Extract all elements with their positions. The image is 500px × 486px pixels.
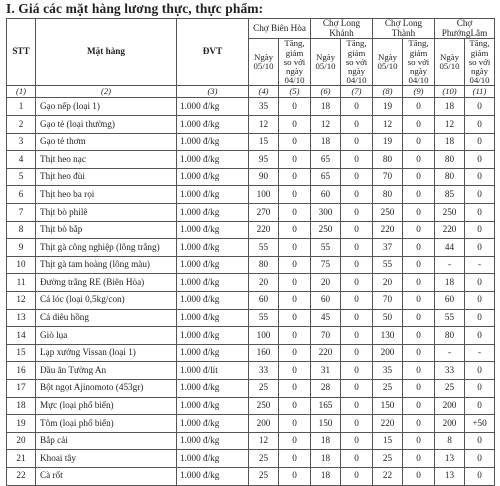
row-stt: 18 xyxy=(7,397,36,415)
price-phuong-lam: 18 xyxy=(435,274,465,292)
change-bien-hoa: 0 xyxy=(279,309,311,327)
price-phuong-lam: 250 xyxy=(435,204,465,222)
change-long-khanh: 0 xyxy=(341,256,373,274)
table-row xyxy=(7,151,495,169)
change-long-thanh: 0 xyxy=(403,274,435,292)
change-long-khanh: 0 xyxy=(341,379,373,397)
header-change: Tăng, giảm so với ngày 04/10 xyxy=(341,39,373,86)
change-long-thanh: 0 xyxy=(403,292,435,310)
row-unit: 1.000 đ/kg xyxy=(177,116,249,134)
change-bien-hoa: 0 xyxy=(279,239,311,257)
change-phuong-lam: 0 xyxy=(465,327,495,345)
price-long-thanh: 25 xyxy=(373,379,403,397)
change-phuong-lam: 0 xyxy=(465,186,495,204)
price-phuong-lam: 220 xyxy=(435,221,465,239)
row-item-name: Gạo tẻ (loại thường) xyxy=(36,116,177,134)
section-title: I. Giá các mặt hàng lương thực, thực phẩm: xyxy=(6,1,264,16)
price-long-thanh: 80 xyxy=(373,186,403,204)
change-bien-hoa: 0 xyxy=(279,362,311,380)
price-phuong-lam: 12 xyxy=(435,116,465,134)
price-long-thanh: 80 xyxy=(373,151,403,169)
change-long-khanh: 0 xyxy=(341,239,373,257)
table-row xyxy=(7,221,495,239)
row-item-name: Cá diêu hồng xyxy=(36,309,177,327)
header-market-phuong-lam: Chợ PhướngLâm xyxy=(435,19,495,39)
change-bien-hoa: 0 xyxy=(279,256,311,274)
col-index: (9) xyxy=(403,86,435,98)
price-long-thanh: 200 xyxy=(373,344,403,362)
price-bien-hoa: 220 xyxy=(249,221,279,239)
header-day: Ngày 05/10 xyxy=(373,39,403,86)
row-stt: 21 xyxy=(7,450,36,468)
row-item-name: Khoai tây xyxy=(36,450,177,468)
table-row xyxy=(7,415,495,433)
header-change: Tăng, giảm so với ngày 04/10 xyxy=(403,39,435,86)
price-long-khanh: 55 xyxy=(311,239,341,257)
table-row xyxy=(7,362,495,380)
price-bien-hoa: 15 xyxy=(249,133,279,151)
header-change: Tăng, giảm so với ngày 04/10 xyxy=(465,39,495,86)
price-long-khanh: 150 xyxy=(311,415,341,433)
row-unit: 1.000 đ/kg xyxy=(177,432,249,450)
price-phuong-lam: 80 xyxy=(435,151,465,169)
price-phuong-lam: 80 xyxy=(435,168,465,186)
change-long-khanh: 0 xyxy=(341,274,373,292)
change-bien-hoa: 0 xyxy=(279,151,311,169)
change-phuong-lam: +50 xyxy=(465,415,495,433)
row-stt: 7 xyxy=(7,204,36,222)
header-item: Mặt hàng xyxy=(36,19,177,86)
change-bien-hoa: 0 xyxy=(279,98,311,116)
change-long-thanh: 0 xyxy=(403,98,435,116)
table-row xyxy=(7,344,495,362)
table-row xyxy=(7,98,495,116)
row-unit: 1.000 đ/kg xyxy=(177,98,249,116)
column-index-row xyxy=(7,86,495,98)
row-unit: 1.000 đ/kg xyxy=(177,256,249,274)
row-unit: 1.000 đ/kg xyxy=(177,292,249,310)
change-long-thanh: 0 xyxy=(403,186,435,204)
row-item-name: Thịt bò bắp xyxy=(36,221,177,239)
row-item-name: Mực (loại phổ biến) xyxy=(36,397,177,415)
row-unit: 1.000 đ/kg xyxy=(177,327,249,345)
row-item-name: Bột ngọt Ajinomoto (453gr) xyxy=(36,379,177,397)
price-long-khanh: 18 xyxy=(311,432,341,450)
header-day: Ngày 05/10 xyxy=(435,39,465,86)
change-phuong-lam: 0 xyxy=(465,221,495,239)
change-bien-hoa: 0 xyxy=(279,379,311,397)
table-row xyxy=(7,309,495,327)
change-bien-hoa: 0 xyxy=(279,327,311,345)
price-long-khanh: 45 xyxy=(311,309,341,327)
col-index: (3) xyxy=(177,86,249,98)
price-long-thanh: 250 xyxy=(373,204,403,222)
price-long-thanh: 70 xyxy=(373,168,403,186)
change-phuong-lam: 0 xyxy=(465,362,495,380)
price-long-khanh: 75 xyxy=(311,256,341,274)
table-row xyxy=(7,204,495,222)
price-table xyxy=(6,18,495,486)
table-row xyxy=(7,239,495,257)
change-phuong-lam: 0 xyxy=(465,397,495,415)
price-long-khanh: 60 xyxy=(311,186,341,204)
change-long-khanh: 0 xyxy=(341,450,373,468)
row-unit: 1.000 đ/kg xyxy=(177,168,249,186)
change-long-thanh: 0 xyxy=(403,221,435,239)
table-row xyxy=(7,116,495,134)
change-long-khanh: 0 xyxy=(341,98,373,116)
change-long-thanh: 0 xyxy=(403,450,435,468)
row-stt: 20 xyxy=(7,432,36,450)
price-long-khanh: 65 xyxy=(311,168,341,186)
change-long-khanh: 0 xyxy=(341,415,373,433)
row-unit: 1.000 đ/kg xyxy=(177,274,249,292)
row-item-name: Cá lóc (loại 0,5kg/con) xyxy=(36,292,177,310)
change-phuong-lam: 0 xyxy=(465,151,495,169)
change-long-khanh: 0 xyxy=(341,292,373,310)
row-stt: 4 xyxy=(7,151,36,169)
change-phuong-lam: 0 xyxy=(465,467,495,485)
row-item-name: Thịt heo đùi xyxy=(36,168,177,186)
row-stt: 12 xyxy=(7,292,36,310)
price-phuong-lam: 18 xyxy=(435,133,465,151)
price-phuong-lam: 13 xyxy=(435,467,465,485)
price-bien-hoa: 60 xyxy=(249,292,279,310)
row-stt: 6 xyxy=(7,186,36,204)
row-item-name: Gạo tẻ thơm xyxy=(36,133,177,151)
row-item-name: Giò lụa xyxy=(36,327,177,345)
header-stt: STT xyxy=(7,19,36,86)
change-phuong-lam: 0 xyxy=(465,239,495,257)
price-long-khanh: 12 xyxy=(311,116,341,134)
price-phuong-lam: 200 xyxy=(435,415,465,433)
change-phuong-lam: 0 xyxy=(465,292,495,310)
price-long-thanh: 15 xyxy=(373,432,403,450)
table-row xyxy=(7,327,495,345)
change-long-thanh: 0 xyxy=(403,239,435,257)
change-long-thanh: 0 xyxy=(403,309,435,327)
price-phuong-lam: 8 xyxy=(435,432,465,450)
change-phuong-lam: 0 xyxy=(465,379,495,397)
row-item-name: Thịt gà tam hoàng (lông màu) xyxy=(36,256,177,274)
row-stt: 5 xyxy=(7,168,36,186)
row-item-name: Thịt heo nạc xyxy=(36,151,177,169)
price-phuong-lam: 80 xyxy=(435,327,465,345)
row-unit: 1.000 đ/kg xyxy=(177,221,249,239)
price-bien-hoa: 12 xyxy=(249,432,279,450)
price-long-thanh: 22 xyxy=(373,467,403,485)
change-long-khanh: 0 xyxy=(341,168,373,186)
price-bien-hoa: 25 xyxy=(249,450,279,468)
change-long-khanh: 0 xyxy=(341,397,373,415)
change-phuong-lam: - xyxy=(465,256,495,274)
price-bien-hoa: 55 xyxy=(249,309,279,327)
change-long-thanh: 0 xyxy=(403,204,435,222)
change-bien-hoa: 0 xyxy=(279,397,311,415)
row-stt: 8 xyxy=(7,221,36,239)
row-stt: 14 xyxy=(7,327,36,345)
price-bien-hoa: 20 xyxy=(249,274,279,292)
change-long-thanh: 0 xyxy=(403,256,435,274)
row-stt: 13 xyxy=(7,309,36,327)
col-index: (8) xyxy=(373,86,403,98)
change-long-khanh: 0 xyxy=(341,133,373,151)
price-bien-hoa: 100 xyxy=(249,327,279,345)
header-market-long-khanh: Chợ Long Khánh xyxy=(311,19,373,39)
row-unit: 1.000 đ/kg xyxy=(177,450,249,468)
price-long-thanh: 220 xyxy=(373,415,403,433)
row-item-name: Gạo nếp (loại 1) xyxy=(36,98,177,116)
row-unit: 1.000 đ/kg xyxy=(177,344,249,362)
change-bien-hoa: 0 xyxy=(279,204,311,222)
change-long-thanh: 0 xyxy=(403,467,435,485)
price-bien-hoa: 100 xyxy=(249,186,279,204)
header-change: Tăng, giảm so với ngày 04/10 xyxy=(279,39,311,86)
row-stt: 15 xyxy=(7,344,36,362)
price-bien-hoa: 250 xyxy=(249,397,279,415)
change-bien-hoa: 0 xyxy=(279,450,311,468)
table-row xyxy=(7,379,495,397)
row-stt: 16 xyxy=(7,362,36,380)
table-row xyxy=(7,274,495,292)
price-long-thanh: 20 xyxy=(373,274,403,292)
table-row xyxy=(7,186,495,204)
price-long-thanh: 19 xyxy=(373,133,403,151)
price-long-thanh: 25 xyxy=(373,450,403,468)
price-bien-hoa: 270 xyxy=(249,204,279,222)
change-bien-hoa: 0 xyxy=(279,467,311,485)
row-stt: 1 xyxy=(7,98,36,116)
change-long-thanh: 0 xyxy=(403,397,435,415)
row-item-name: Thịt gà công nghiệp (lông trắng) xyxy=(36,239,177,257)
change-phuong-lam: 0 xyxy=(465,168,495,186)
price-phuong-lam: 85 xyxy=(435,186,465,204)
table-row xyxy=(7,256,495,274)
price-long-thanh: 70 xyxy=(373,292,403,310)
price-long-khanh: 31 xyxy=(311,362,341,380)
change-long-khanh: 0 xyxy=(341,204,373,222)
row-unit: 1.000 đ/kg xyxy=(177,239,249,257)
row-unit: 1.000 đ/lít xyxy=(177,362,249,380)
price-long-thanh: 12 xyxy=(373,116,403,134)
change-long-khanh: 0 xyxy=(341,327,373,345)
change-long-khanh: 0 xyxy=(341,221,373,239)
row-unit: 1.000 đ/kg xyxy=(177,415,249,433)
table-row xyxy=(7,292,495,310)
change-bien-hoa: 0 xyxy=(279,133,311,151)
table-row xyxy=(7,432,495,450)
row-unit: 1.000 đ/kg xyxy=(177,151,249,169)
price-long-thanh: 130 xyxy=(373,327,403,345)
change-bien-hoa: 0 xyxy=(279,292,311,310)
price-long-thanh: 50 xyxy=(373,309,403,327)
change-phuong-lam: - xyxy=(465,344,495,362)
col-index: (11) xyxy=(465,86,495,98)
price-long-thanh: 220 xyxy=(373,221,403,239)
row-item-name: Tôm (loại phổ biến) xyxy=(36,415,177,433)
price-bien-hoa: 160 xyxy=(249,344,279,362)
col-index: (1) xyxy=(7,86,36,98)
col-index: (6) xyxy=(311,86,341,98)
change-long-thanh: 0 xyxy=(403,432,435,450)
change-long-thanh: 0 xyxy=(403,116,435,134)
change-phuong-lam: 0 xyxy=(465,450,495,468)
change-phuong-lam: 0 xyxy=(465,432,495,450)
col-index: (10) xyxy=(435,86,465,98)
change-phuong-lam: 0 xyxy=(465,204,495,222)
price-phuong-lam: - xyxy=(435,256,465,274)
table-row xyxy=(7,397,495,415)
row-unit: 1.000 đ/kg xyxy=(177,309,249,327)
col-index: (2) xyxy=(36,86,177,98)
price-phuong-lam: 44 xyxy=(435,239,465,257)
header-market-long-thanh: Chợ Long Thành xyxy=(373,19,435,39)
row-item-name: Cà rốt xyxy=(36,467,177,485)
price-long-khanh: 65 xyxy=(311,151,341,169)
price-bien-hoa: 200 xyxy=(249,415,279,433)
price-long-khanh: 18 xyxy=(311,133,341,151)
change-long-thanh: 0 xyxy=(403,133,435,151)
price-long-thanh: 150 xyxy=(373,397,403,415)
price-bien-hoa: 95 xyxy=(249,151,279,169)
price-phuong-lam: 55 xyxy=(435,309,465,327)
price-bien-hoa: 90 xyxy=(249,168,279,186)
row-stt: 2 xyxy=(7,116,36,134)
change-long-thanh: 0 xyxy=(403,379,435,397)
change-long-khanh: 0 xyxy=(341,362,373,380)
row-stt: 22 xyxy=(7,467,36,485)
change-bien-hoa: 0 xyxy=(279,274,311,292)
row-stt: 10 xyxy=(7,256,36,274)
change-phuong-lam: 0 xyxy=(465,116,495,134)
table-row xyxy=(7,450,495,468)
change-long-thanh: 0 xyxy=(403,362,435,380)
price-bien-hoa: 25 xyxy=(249,467,279,485)
price-bien-hoa: 12 xyxy=(249,116,279,134)
change-phuong-lam: 0 xyxy=(465,98,495,116)
header-unit: ĐVT xyxy=(177,19,249,86)
change-bien-hoa: 0 xyxy=(279,221,311,239)
price-long-thanh: 35 xyxy=(373,362,403,380)
price-long-khanh: 60 xyxy=(311,292,341,310)
header-market-bien-hoa: Chợ Biên Hòa xyxy=(249,19,311,39)
price-phuong-lam: 13 xyxy=(435,450,465,468)
price-long-khanh: 70 xyxy=(311,327,341,345)
change-long-thanh: 0 xyxy=(403,151,435,169)
price-long-khanh: 18 xyxy=(311,450,341,468)
price-phuong-lam: 60 xyxy=(435,292,465,310)
row-stt: 3 xyxy=(7,133,36,151)
row-unit: 1.000 đ/kg xyxy=(177,186,249,204)
change-bien-hoa: 0 xyxy=(279,168,311,186)
change-long-thanh: 0 xyxy=(403,344,435,362)
change-long-khanh: 0 xyxy=(341,467,373,485)
col-index: (4) xyxy=(249,86,279,98)
price-phuong-lam: 33 xyxy=(435,362,465,380)
price-long-thanh: 37 xyxy=(373,239,403,257)
price-bien-hoa: 33 xyxy=(249,362,279,380)
change-long-khanh: 0 xyxy=(341,432,373,450)
price-bien-hoa: 55 xyxy=(249,239,279,257)
change-long-khanh: 0 xyxy=(341,344,373,362)
price-phuong-lam: 18 xyxy=(435,98,465,116)
price-long-thanh: 19 xyxy=(373,98,403,116)
change-phuong-lam: 0 xyxy=(465,274,495,292)
row-item-name: Thịt bò philê xyxy=(36,204,177,222)
col-index: (5) xyxy=(279,86,311,98)
price-phuong-lam: 25 xyxy=(435,379,465,397)
change-long-khanh: 0 xyxy=(341,151,373,169)
row-stt: 11 xyxy=(7,274,36,292)
row-item-name: Dầu ăn Tường An xyxy=(36,362,177,380)
price-phuong-lam: - xyxy=(435,344,465,362)
price-long-thanh: 55 xyxy=(373,256,403,274)
change-phuong-lam: 0 xyxy=(465,133,495,151)
price-bien-hoa: 35 xyxy=(249,98,279,116)
change-bien-hoa: 0 xyxy=(279,186,311,204)
price-long-khanh: 18 xyxy=(311,467,341,485)
change-long-thanh: 0 xyxy=(403,327,435,345)
row-unit: 1.000 đ/kg xyxy=(177,379,249,397)
price-long-khanh: 250 xyxy=(311,221,341,239)
change-bien-hoa: 0 xyxy=(279,432,311,450)
row-item-name: Lạp xưởng Vissan (loại 1) xyxy=(36,344,177,362)
price-phuong-lam: 200 xyxy=(435,397,465,415)
row-unit: 1.000 đ/kg xyxy=(177,397,249,415)
price-long-khanh: 165 xyxy=(311,397,341,415)
change-bien-hoa: 0 xyxy=(279,116,311,134)
change-bien-hoa: 0 xyxy=(279,415,311,433)
change-bien-hoa: 0 xyxy=(279,344,311,362)
table-row xyxy=(7,168,495,186)
header-day: Ngày 05/10 xyxy=(311,39,341,86)
row-item-name: Bắp cải xyxy=(36,432,177,450)
change-long-khanh: 0 xyxy=(341,116,373,134)
row-unit: 1.000 đ/kg xyxy=(177,204,249,222)
row-item-name: Thịt heo ba rọi xyxy=(36,186,177,204)
change-long-khanh: 0 xyxy=(341,186,373,204)
change-long-thanh: 0 xyxy=(403,415,435,433)
row-stt: 17 xyxy=(7,379,36,397)
row-item-name: Đường trắng RE (Biên Hòa) xyxy=(36,274,177,292)
table-row xyxy=(7,133,495,151)
price-long-khanh: 20 xyxy=(311,274,341,292)
row-unit: 1.000 đ/kg xyxy=(177,467,249,485)
row-unit: 1.000 đ/kg xyxy=(177,133,249,151)
change-long-thanh: 0 xyxy=(403,168,435,186)
row-stt: 19 xyxy=(7,415,36,433)
price-bien-hoa: 25 xyxy=(249,379,279,397)
change-long-khanh: 0 xyxy=(341,309,373,327)
price-bien-hoa: 80 xyxy=(249,256,279,274)
table-row xyxy=(7,467,495,485)
price-long-khanh: 28 xyxy=(311,379,341,397)
price-long-khanh: 220 xyxy=(311,344,341,362)
price-long-khanh: 18 xyxy=(311,98,341,116)
change-phuong-lam: 0 xyxy=(465,309,495,327)
row-stt: 9 xyxy=(7,239,36,257)
header-day: Ngày 05/10 xyxy=(249,39,279,86)
col-index: (7) xyxy=(341,86,373,98)
price-long-khanh: 300 xyxy=(311,204,341,222)
